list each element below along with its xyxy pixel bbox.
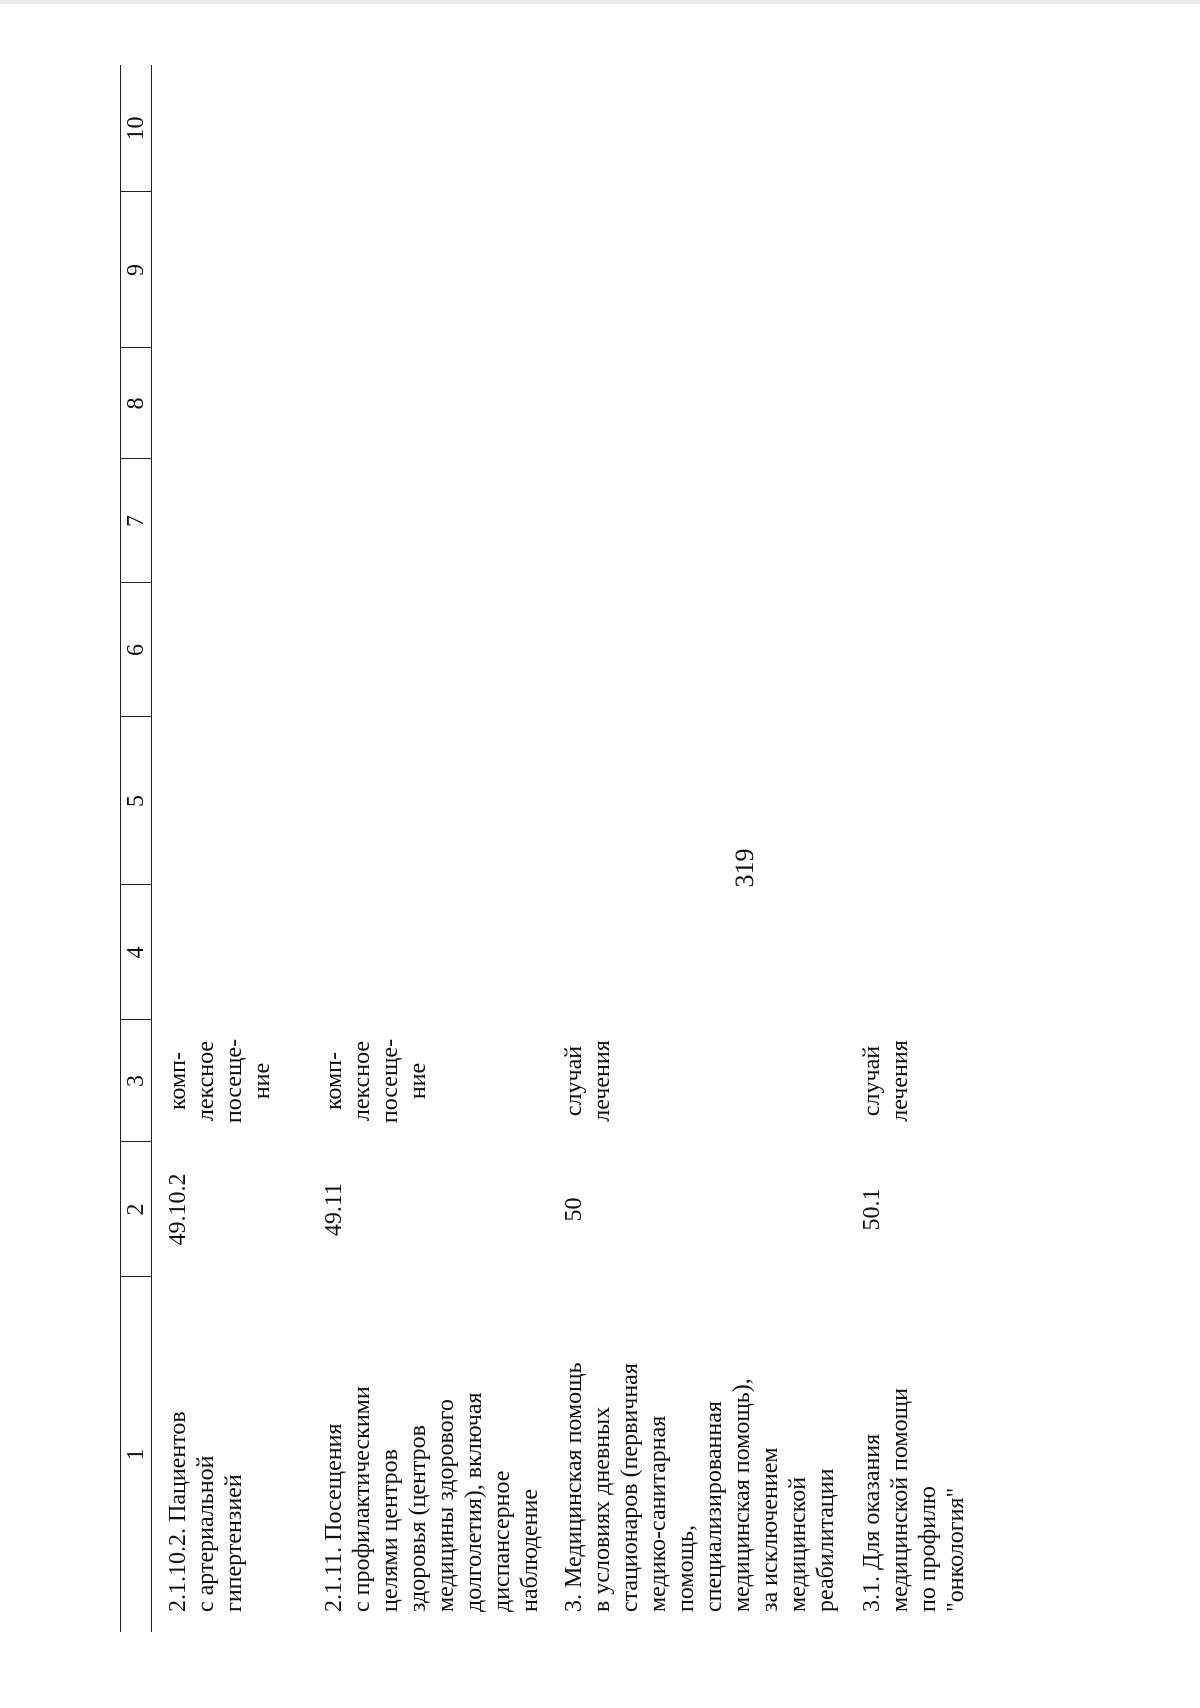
header-col-10: 10 xyxy=(123,116,149,141)
row-3-unit: случай лечения xyxy=(561,1040,615,1122)
row-2-name: 2.1.11. Посещения с профилактическими целями центров здоровья (центров медицины здорового долголетия), включая диспансерное наблюдение xyxy=(321,1386,543,1612)
header-col-7: 7 xyxy=(123,515,149,527)
page-number: 319 xyxy=(730,848,759,888)
header-col-3: 3 xyxy=(123,1075,149,1087)
row-4-name: 3.1. Для оказания медицинской помощи по профилю "онкология" xyxy=(859,1388,969,1612)
row-3-code: 50 xyxy=(561,1197,587,1222)
row-1-code: 49.10.2 xyxy=(165,1173,191,1246)
row-1-name: 2.1.10.2. Пациентов с артериальной гипертензией xyxy=(165,1411,247,1612)
header-col-9: 9 xyxy=(123,264,149,276)
header-col-8: 8 xyxy=(123,397,149,410)
header-col-6: 6 xyxy=(123,644,149,656)
header-col-1: 1 xyxy=(123,1448,149,1461)
row-4-unit: случай лечения xyxy=(859,1040,913,1122)
row-2-unit: комп- лексное посеще- ние xyxy=(321,1038,431,1124)
row-2-code: 49.11 xyxy=(321,1182,347,1237)
header-row xyxy=(120,65,152,1632)
row-1-unit: комп- лексное посеще- ние xyxy=(165,1038,275,1124)
header-col-5: 5 xyxy=(123,795,149,807)
header-col-2: 2 xyxy=(123,1203,149,1216)
row-4-code: 50.1 xyxy=(859,1188,885,1231)
scan-top-edge xyxy=(0,0,1200,4)
data-table xyxy=(120,65,969,1632)
row-3-name: 3. Медицинская помощь в условиях дневных стационаров (первичная медико-санитарная помощь, специализированная медицинская помощь), за исключением медицинской реабилитации xyxy=(561,1362,839,1612)
header-col-4: 4 xyxy=(123,946,149,959)
